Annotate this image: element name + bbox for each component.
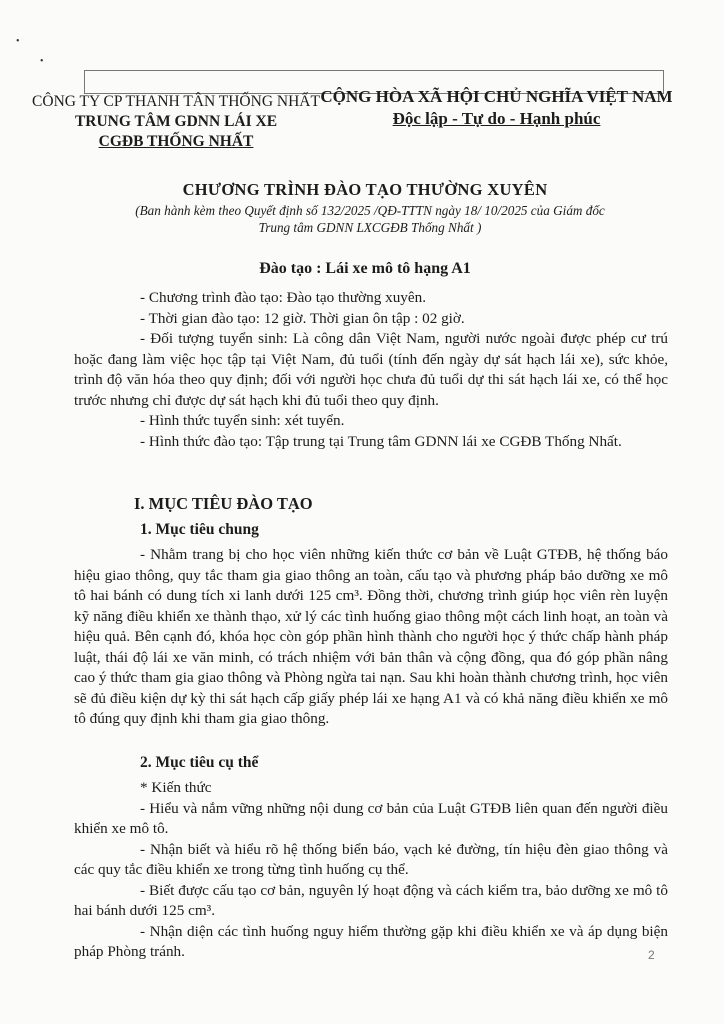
knowledge-item: - Hiểu và nắm vững những nội dung cơ bản của Luật GTĐB liên quan đến người điều khiển xe mô tô. xyxy=(74,799,668,837)
center-name-2: CGĐB THỐNG NHẤT xyxy=(98,133,254,150)
scan-mark: • xyxy=(16,36,20,47)
subsection-heading: 2. Mục tiêu cụ thể xyxy=(140,754,259,771)
intro-item: - Đối tượng tuyển sinh: Là công dân Việt Nam, người nước ngoài được phép cư trú hoặc đang làm việc học tập tại Việt Nam, đủ tuổi (tính đến ngày dự sát hạch lái xe), sức khỏe, trình độ văn hóa theo quy định; đối với người học chưa đủ tuổi dự thi sát hạch lái xe, có thể học trước nhưng chỉ được dự sát hạch khi đủ tuổi theo quy định. xyxy=(74,330,668,409)
section-heading: I. MỤC TIÊU ĐÀO TẠO xyxy=(134,494,313,513)
knowledge-item: - Biết được cấu tạo cơ bản, nguyên lý hoạt động và cách kiểm tra, bảo dưỡng xe mô tô hai bánh dưới 125 cm³. xyxy=(74,881,668,919)
subsection-heading: 1. Mục tiêu chung xyxy=(140,521,259,538)
course-title: Đào tạo : Lái xe mô tô hạng A1 xyxy=(259,260,471,277)
specific-objectives xyxy=(74,778,668,963)
scan-mark: • xyxy=(40,56,44,67)
intro-block xyxy=(74,288,668,452)
intro-item: - Hình thức tuyển sinh: xét tuyển. xyxy=(140,412,345,429)
page-number: 2 xyxy=(648,948,655,962)
general-objective xyxy=(74,545,668,730)
country-name: CỘNG HÒA XÃ HỘI CHỦ NGHĨA VIỆT NAM xyxy=(320,87,673,106)
knowledge-item: - Nhận biết và hiểu rõ hệ thống biển báo, vạch kẻ đường, tín hiệu đèn giao thông và các quy tắc điều khiển xe trong từng tình huống cụ thể. xyxy=(74,840,668,878)
knowledge-label: * Kiến thức xyxy=(140,779,212,796)
intro-item: - Thời gian đào tạo: 12 giờ. Thời gian ôn tập : 02 giờ. xyxy=(140,309,465,327)
center-name: TRUNG TÂM GDNN LÁI XE xyxy=(74,113,278,130)
document-title: CHƯƠNG TRÌNH ĐÀO TẠO THƯỜNG XUYÊN xyxy=(182,180,548,199)
knowledge-item: - Nhận diện các tình huống nguy hiểm thường gặp khi điều khiển xe và áp dụng biện pháp Phòng tránh. xyxy=(74,922,668,960)
header-right xyxy=(314,86,679,130)
company-name: CÔNG TY CP THANH TÂN THỐNG NHẤT xyxy=(32,93,320,110)
motto: Độc lập - Tự do - Hạnh phúc xyxy=(392,109,601,128)
general-objective-text: - Nhằm trang bị cho học viên những kiến thức cơ bản về Luật GTĐB, hệ thống báo hiệu giao thông, quy tắc tham gia giao thông an toàn, cấu tạo và phương pháp bảo dưỡng xe mô tô hai bánh có dung tích xi lanh dưới 125 cm³. Đồng thời, chương trình giúp học viên rèn luyện kỹ năng điều khiển xe thành thạo, xử lý các tình huống giao thông một cách linh hoạt, an toàn và hiệu quả. Bên cạnh đó, khóa học còn góp phần hình thành cho người học ý thức chấp hành pháp luật, thái độ lái xe văn minh, có trách nhiệm với bản thân và cộng đồng, qua đó góp phần nâng cao ý thức tham gia giao thông và Phòng ngừa tai nạn. Sau khi hoàn thành chương trình, học viên sẽ đủ điều kiện dự kỳ thi sát hạch cấp giấy phép lái xe hạng A1 và có khả năng điều khiển xe mô tô đúng quy định khi tham gia giao thông. xyxy=(74,546,668,727)
intro-item: - Chương trình đào tạo: Đào tạo thường xuyên. xyxy=(140,289,427,306)
header-left xyxy=(26,92,326,152)
intro-item: - Hình thức đào tạo: Tập trung tại Trung tâm GDNN lái xe CGĐB Thống Nhất. xyxy=(140,432,622,450)
subtitle-line-1: (Ban hành kèm theo Quyết định số 132/2025 /QĐ-TTTN ngày 18/ 10/2025 của Giám đốc xyxy=(135,203,605,218)
subtitle-line-2: Trung tâm GDNN LXCGĐB Thống Nhất ) xyxy=(258,220,482,235)
document-subtitle xyxy=(60,202,680,236)
